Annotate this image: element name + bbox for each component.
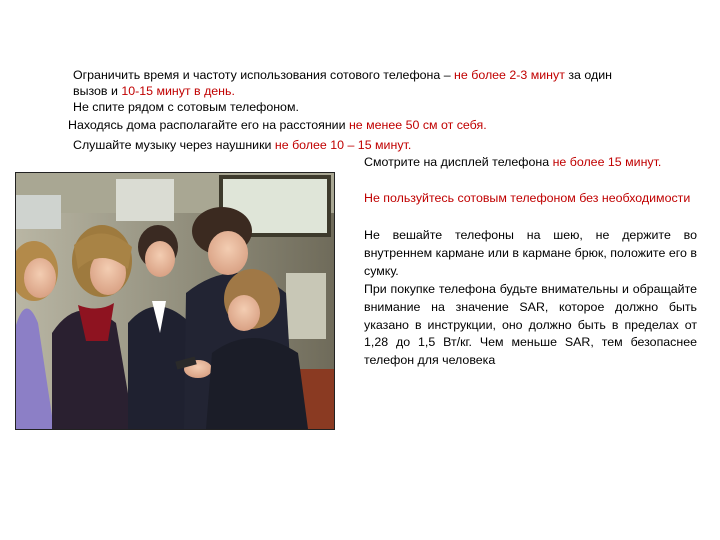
right-item-1: Смотрите на дисплей телефона не более 15 минут.: [364, 155, 662, 169]
top-item-2-subline: Находясь дома располагайте его на расстоянии не менее 50 см от себя.: [68, 118, 487, 132]
right-item-3: Не вешайте телефоны на шею, не держите во внутреннем кармане или в кармане брюк, положите его в сумку.: [364, 228, 697, 278]
top-item-1-line-2: вызов и 10-15 минут в день.: [73, 84, 235, 98]
top-item-1-line-1: Ограничить время и частоту использования сотового телефона – не более 2-3 минут за один: [73, 68, 612, 82]
photo-illustration: [16, 173, 334, 429]
students-with-phones-photo: [15, 172, 335, 430]
top-item-3: Слушайте музыку через наушники не более 10 – 15 минут.: [73, 138, 412, 152]
right-item-2: Не пользуйтесь сотовым телефоном без необходимости: [364, 191, 691, 205]
top-item-2: Не спите рядом с сотовым телефоном.: [73, 100, 299, 114]
right-item-4: При покупке телефона будьте внимательны и обращайте внимание на значение SAR, которое должно быть указано в инструкции, оно должно быть в пределах от 1,28 до 1,5 Вт/кг. Чем меньше SAR, тем безопаснее телефон для человека: [364, 282, 697, 368]
